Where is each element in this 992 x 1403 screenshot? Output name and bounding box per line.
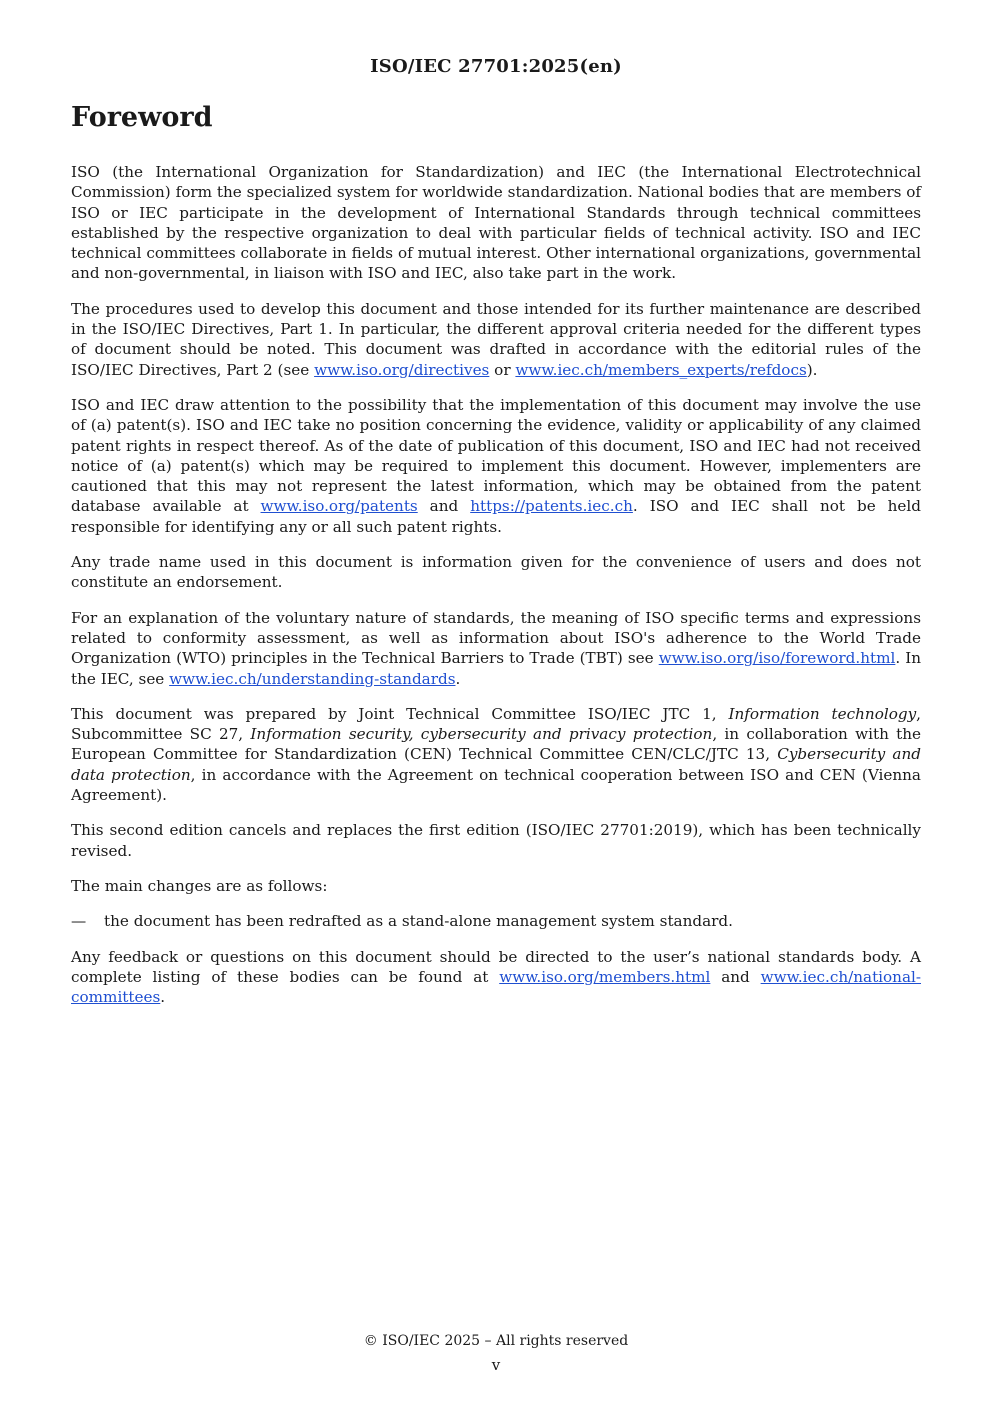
link-iec-refdocs[interactable]: www.iec.ch/members_experts/refdocs bbox=[515, 360, 807, 379]
paragraph-6: This document was prepared by Joint Technical Committee ISO/IEC JTC 1, Information technology, Subcommittee SC 27, Information security, cybersecurity and privacy protection, in collaboration with the European Committee for Standardization (CEN) Technical Committee CEN/CLC/JTC 13, Cybersecurity and data protection, in accordance with the Agreement on technical cooperation between ISO and CEN (Vienna Agreement). bbox=[71, 704, 921, 805]
dash-bullet: — bbox=[71, 912, 87, 931]
paragraph-1: ISO (the International Organization for Standardization) and IEC (the International Electrotechnical Commission) form the specialized system for worldwide standardization. National bodies that are members of ISO or IEC participate in the development of International Standards through technical committees established by the respective organization to deal with particular fields of technical activity. ISO and IEC technical committees collaborate in fields of mutual interest. Other international organizations, governmental and non-governmental, in liaison with ISO and IEC, also take part in the work. bbox=[71, 163, 921, 283]
paragraph-8: The main changes are as follows: bbox=[71, 876, 328, 895]
link-iec-patents[interactable]: https://patents.iec.ch bbox=[470, 497, 633, 516]
link-iso-patents[interactable]: www.iso.org/patents bbox=[260, 497, 418, 516]
page-title: Foreword bbox=[71, 102, 213, 133]
copyright-notice: © ISO/IEC 2025 – All rights reserved bbox=[363, 1333, 629, 1349]
paragraph-5: For an explanation of the voluntary nature of standards, the meaning of ISO specific terms and expressions related to conformity assessment, as well as information about ISO's adherence to the World Trade Organization (WTO) principles in the Technical Barriers to Trade (TBT) see www.iso.org/iso/foreword.html. In the IEC, see www.iec.ch/understanding-standards. bbox=[71, 608, 922, 688]
paragraph-7: This second edition cancels and replaces the first edition (ISO/IEC 27701:2019), which has been technically revised. bbox=[71, 821, 921, 860]
link-iec-national-committees[interactable]: www.iec.ch/national-committees bbox=[71, 967, 921, 1007]
paragraph-9: Any feedback or questions on this document should be directed to the user’s national standards body. A complete listing of these bodies can be found at www.iso.org/members.html and www.iec.ch/national-committees. bbox=[71, 947, 921, 1007]
paragraph-2: The procedures used to develop this document and those intended for its further maintenance are described in the ISO/IEC Directives, Part 1. In particular, the different approval criteria needed for the different types of document should be noted. This document was drafted in accordance with the editorial rules of the ISO/IEC Directives, Part 2 (see www.iso.org/directives or www.iec.ch/members_experts/refdocs). bbox=[71, 299, 921, 379]
foreword-body bbox=[71, 162, 921, 1022]
link-iso-directives[interactable]: www.iso.org/directives bbox=[314, 360, 490, 379]
document-id: ISO/IEC 27701:2025(en) bbox=[370, 56, 622, 77]
link-iso-foreword[interactable]: www.iso.org/iso/foreword.html bbox=[658, 649, 896, 668]
paragraph-3: ISO and IEC draw attention to the possibility that the implementation of this document may involve the use of (a) patent(s). ISO and IEC take no position concerning the evidence, validity or applicability of any claimed patent rights in respect thereof. As of the date of publication of this document, ISO and IEC had not received notice of (a) patent(s) which may be required to implement this document. However, implementers are cautioned that this may not represent the latest information, which may be obtained from the patent database available at www.iso.org/patents and https://patents.iec.ch. ISO and IEC shall not be held responsible for identifying any or all such patent rights. bbox=[71, 395, 921, 536]
link-iec-understanding-standards[interactable]: www.iec.ch/understanding-standards bbox=[169, 669, 456, 688]
page-number: v bbox=[491, 1356, 501, 1374]
list-item-text: the document has been redrafted as a stand-alone management system standard. bbox=[104, 912, 733, 931]
paragraph-4: Any trade name used in this document is information given for the convenience of users and does not constitute an endorsement. bbox=[71, 553, 921, 592]
list-item bbox=[71, 911, 921, 931]
link-iso-members[interactable]: www.iso.org/members.html bbox=[499, 967, 711, 986]
